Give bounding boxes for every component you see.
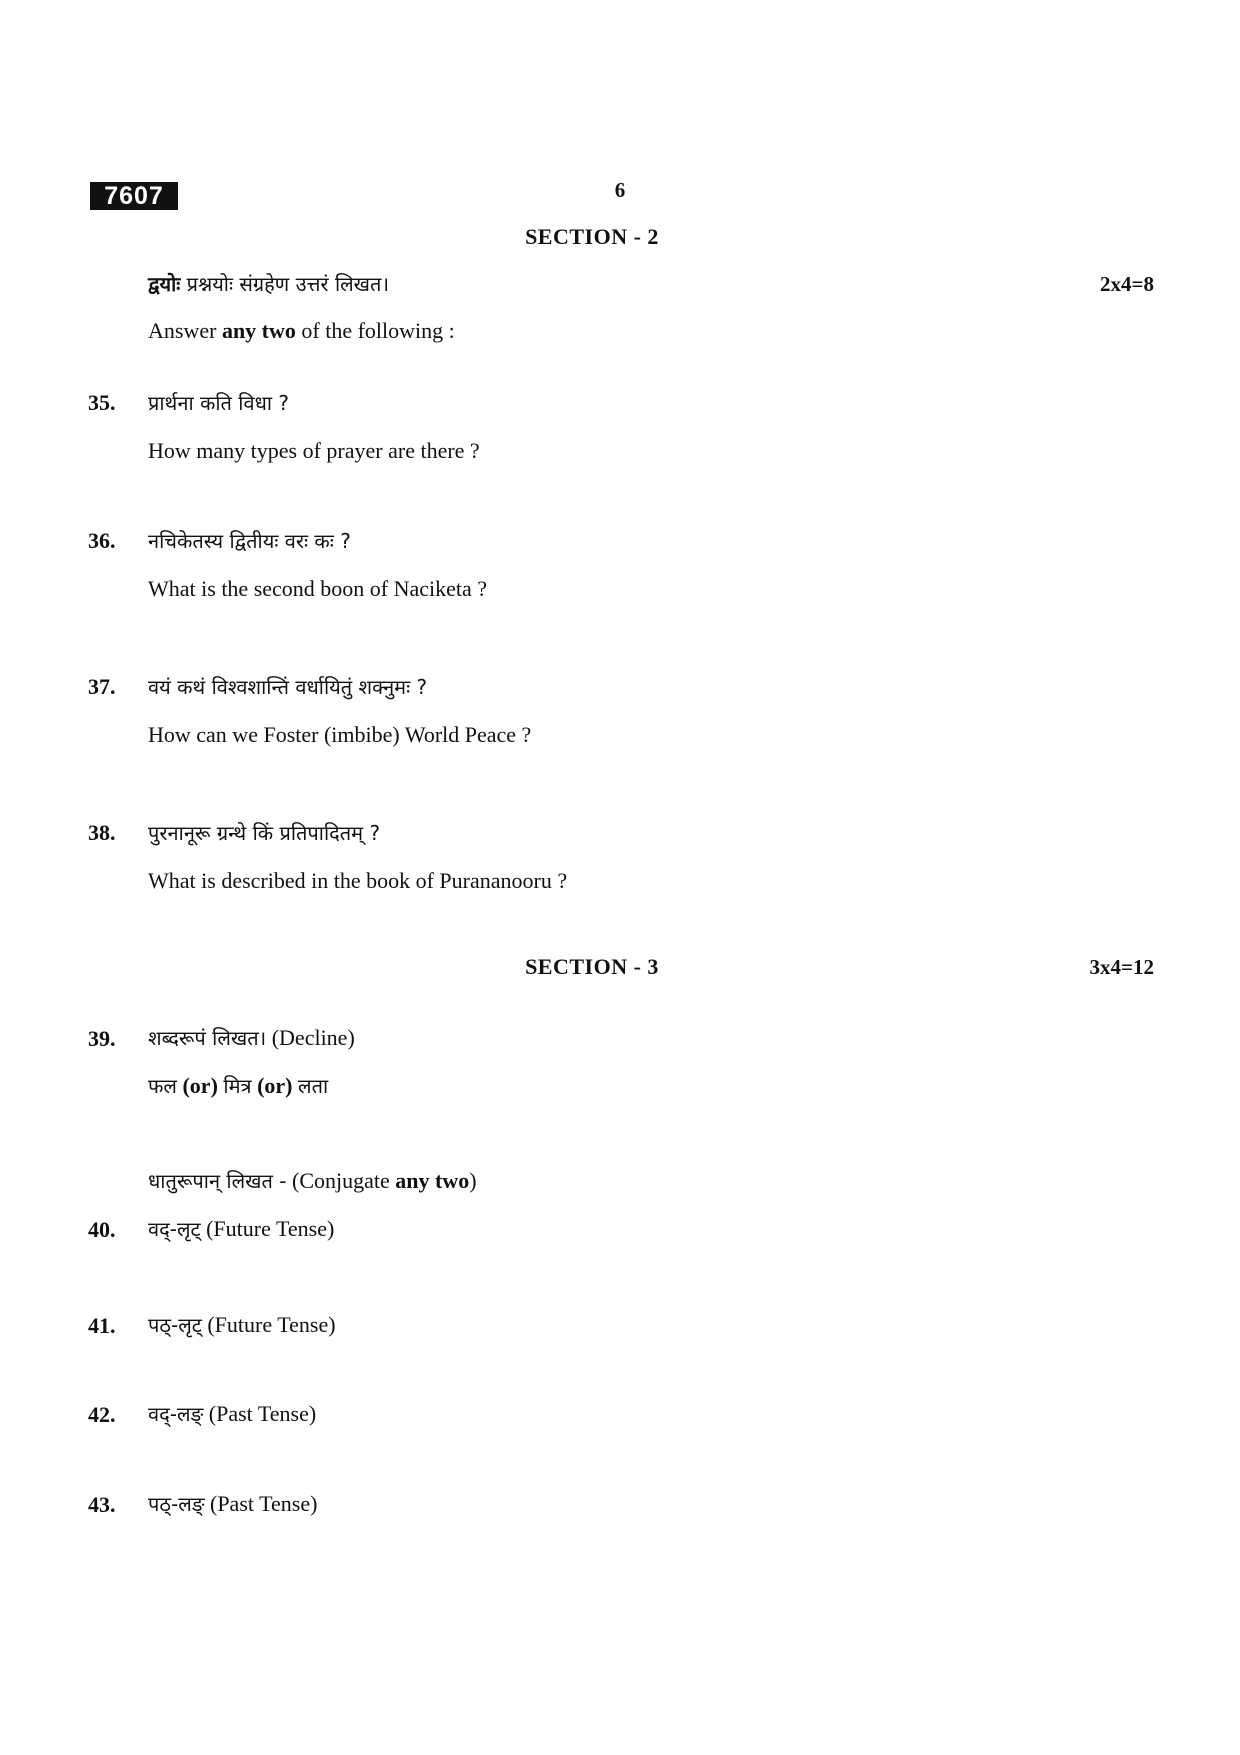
section-3-title: SECTION - 3 [525, 954, 659, 979]
question-39-options [148, 1072, 328, 1099]
question-number: 41. [88, 1313, 116, 1338]
question-sanskrit: पठ्-लङ् [148, 1492, 205, 1516]
question-line [148, 1400, 316, 1427]
conjugate-instruction-english-bold: any two [395, 1168, 470, 1193]
question-line [148, 1311, 336, 1338]
paper-code: 7607 [90, 182, 178, 210]
question-number: 37. [88, 674, 116, 699]
section-2-instruction-english [148, 318, 455, 344]
question-english: (Past Tense) [204, 1491, 318, 1516]
section-2-title: SECTION - 2 [525, 224, 659, 249]
question-sanskrit: प्रार्थना कति विधा ? [148, 391, 290, 415]
question-line [148, 1215, 334, 1242]
question-sanskrit: पठ्-लृट् [148, 1313, 202, 1337]
instruction-english-pre: Answer [148, 318, 222, 343]
question-number: 43. [88, 1492, 116, 1517]
or-separator: (or) [176, 1073, 224, 1098]
or-separator: (or) [251, 1073, 299, 1098]
section-2-marks: 2x4=8 [1100, 272, 1154, 296]
conjugate-instruction-english-pre: (Conjugate [286, 1168, 396, 1193]
section-2-instruction-sanskrit [148, 270, 389, 297]
question-sanskrit: नचिकेतस्य द्वितीयः वरः कः ? [148, 529, 351, 553]
question-sanskrit: वद्-लृट् [148, 1217, 201, 1241]
option-word: मित्र [223, 1074, 252, 1098]
section-3-marks: 3x4=12 [1089, 955, 1154, 979]
conjugate-instruction [148, 1167, 477, 1194]
question-number: 36. [88, 528, 116, 553]
question-sanskrit: शब्दरूपं लिखत। [148, 1026, 267, 1050]
question-39-line [148, 1024, 355, 1051]
question-english: (Future Tense) [200, 1216, 335, 1241]
question-number: 35. [88, 390, 116, 415]
option-word: लता [298, 1074, 329, 1098]
question-number: 42. [88, 1402, 116, 1427]
option-word: फल [148, 1074, 177, 1098]
question-sanskrit: पुरनानूरू ग्रन्थे किं प्रतिपादितम् ? [148, 821, 381, 845]
question-line [148, 1490, 317, 1517]
conjugate-instruction-english-post: ) [469, 1168, 477, 1193]
conjugate-instruction-sanskrit: धातुरूपान् लिखत - [148, 1169, 287, 1193]
page-number: 6 [614, 178, 626, 202]
instruction-sanskrit-rest: प्रश्नयोः संग्रहेण उत्तरं लिखत। [180, 272, 390, 296]
question-english: (Past Tense) [203, 1401, 317, 1426]
question-sanskrit: वयं कथं विश्वशान्तिं वर्धायितुं शक्नुमः ? [148, 675, 428, 699]
instruction-english-post: of the following : [295, 318, 455, 343]
question-english: How can we Foster (imbibe) World Peace ? [148, 722, 532, 747]
question-english: What is described in the book of Purananooru ? [148, 868, 568, 893]
question-english: (Decline) [266, 1025, 355, 1050]
question-number: 38. [88, 820, 116, 845]
question-english: What is the second boon of Naciketa ? [148, 576, 488, 601]
question-english: How many types of prayer are there ? [148, 438, 480, 463]
question-number: 39. [88, 1026, 116, 1051]
question-sanskrit: वद्-लङ् [148, 1402, 204, 1426]
question-number: 40. [88, 1217, 116, 1242]
instruction-sanskrit-bold: द्वयोः [148, 272, 181, 296]
question-english: (Future Tense) [201, 1312, 336, 1337]
instruction-english-bold: any two [221, 318, 296, 343]
